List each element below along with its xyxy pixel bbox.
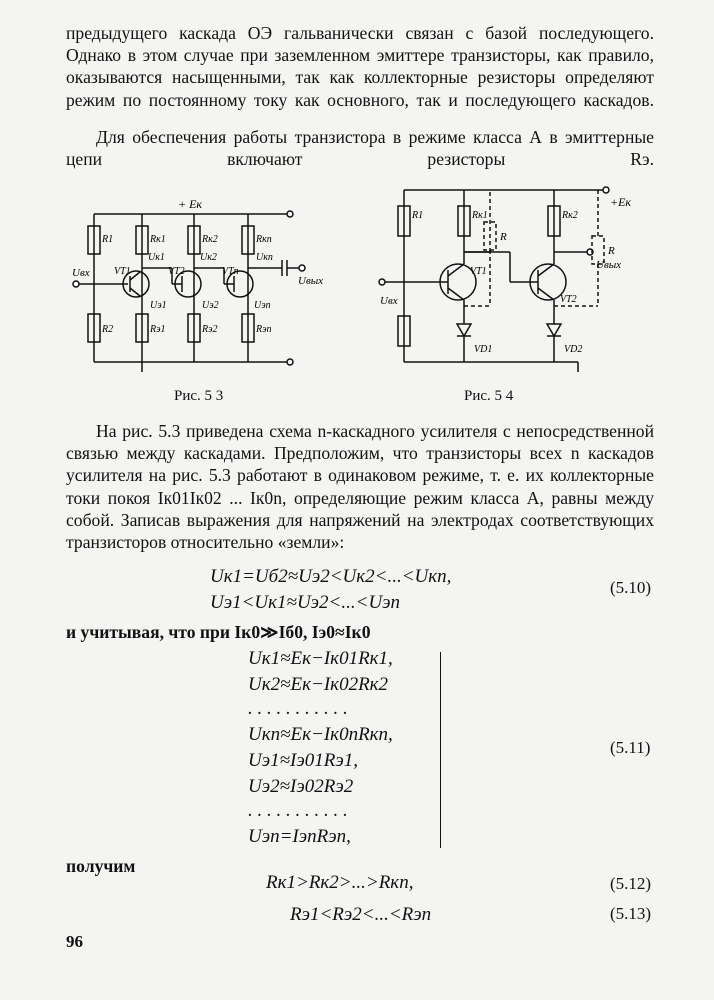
eq-5-11-line-4: Uэ1≈Iэ01Rэ1, (248, 750, 358, 771)
svg-text:VD1: VD1 (474, 344, 493, 355)
eq-5-11-line-2: Uк2≈Eк−Iк02Rк2 (248, 674, 389, 695)
svg-text:VT1: VT1 (114, 266, 131, 277)
eq-5-11-line-1: Uк1≈Eк−Iк01Rк1, (248, 648, 393, 669)
svg-text:Uвх: Uвх (72, 267, 90, 279)
eq-5-10-line-2: Uэ1<Uк1≈Uэ2<...<Uэn (210, 592, 401, 613)
paragraph-3: На рис. 5.3 приведена схема n-каскадного усилителя с непосредственной связью между каскадами. Предположим, что транзисторы всех n каскадов усилителя на рис. 5.3 работают в одинаковом режиме, т. е. их коллекторные токи покоя Iк01Iк02 ... Iк0n, определяющие режим класса А, равны между собой. Записав выражения для напряжений на электродах соответствующих транзисторов относительно «земли»: (66, 421, 654, 553)
svg-text:Rэ1: Rэ1 (150, 324, 166, 335)
svg-text:Uвых: Uвых (596, 259, 622, 271)
svg-text:Rк2: Rк2 (202, 234, 218, 245)
svg-text:Uкn: Uкn (256, 252, 273, 263)
svg-text:Uэn: Uэn (254, 300, 271, 311)
svg-text:+ Eк: + Eк (178, 197, 203, 211)
svg-text:VTn: VTn (222, 266, 239, 277)
eq-5-10-line-1: Uк1=Uб2≈Uэ2<Uк2<...<Uкn, (210, 566, 452, 587)
svg-text:VD2: VD2 (564, 344, 583, 355)
lead-text-5-12: получим (66, 856, 136, 876)
svg-text:R: R (500, 231, 507, 243)
svg-text:Rк2: Rк2 (562, 210, 578, 221)
svg-text:Rк1: Rк1 (472, 210, 488, 221)
eq-5-12-number: (5.12) (610, 874, 652, 893)
eq-5-12: Rк1>Rк2>...>Rкn, (266, 872, 414, 893)
svg-text:Rэn: Rэn (256, 324, 272, 335)
eq-5-11-bracket (436, 652, 441, 848)
svg-text:Uэ2: Uэ2 (202, 300, 219, 311)
eq-5-11-number: (5.11) (610, 738, 651, 757)
svg-text:Rэ2: Rэ2 (202, 324, 218, 335)
svg-text:R1: R1 (102, 234, 114, 245)
svg-text:Rк1: Rк1 (150, 234, 166, 245)
svg-text:Uэ1: Uэ1 (150, 300, 167, 311)
eq-5-11-line-6: Uэn=IэnRэn, (248, 826, 351, 847)
paragraph-1: предыдущего каскада ОЭ гальванически связан с базой последующего. Однако в этом случае при заземленном эмиттере транзисторы, как правило, оказываются насыщенными, так как коллекторные резисторы определяют режим по постоянному току как основного, так и последующего каскадов. (66, 23, 654, 110)
figure-5-3-caption: Рис. 5 3 (174, 388, 224, 404)
svg-text:Uк1: Uк1 (148, 252, 165, 263)
page-number: 96 (66, 932, 83, 951)
figure-5-3-labels (68, 196, 328, 376)
eq-5-11-line-3: Uкn≈Eк−Iк0nRкn, (248, 724, 393, 745)
paragraph-2: Для обеспечения работы транзистора в режиме класса А в эмиттерные цепи включают резисторы Rэ. (66, 127, 654, 170)
eq-5-10-number: (5.10) (610, 578, 652, 597)
lead-text-5-11: и учитывая, что при Iк0≫Iб0, Iэ0≈Iк0 (66, 622, 371, 642)
svg-text:+Eк: +Eк (610, 195, 632, 209)
eq-5-11-dots-2: . . . . . . . . . . . (248, 800, 348, 821)
svg-text:Rкn: Rкn (256, 234, 272, 245)
svg-text:VT2: VT2 (168, 266, 185, 277)
svg-text:VT2: VT2 (560, 294, 577, 305)
svg-text:VT1: VT1 (470, 266, 487, 277)
svg-text:Uвых: Uвых (298, 275, 324, 287)
figure-5-4-caption: Рис. 5 4 (464, 388, 514, 404)
eq-5-11-dots-1: . . . . . . . . . . . (248, 698, 348, 719)
svg-text:R2: R2 (102, 324, 114, 335)
eq-5-13-number: (5.13) (610, 904, 652, 923)
svg-text:R1: R1 (412, 210, 424, 221)
eq-5-11-line-5: Uэ2≈Iэ02Rэ2 (248, 776, 354, 797)
svg-text:Uвх: Uвх (380, 295, 398, 307)
figure-5-4-labels (378, 186, 648, 376)
svg-text:R: R (608, 245, 615, 257)
svg-text:Uк2: Uк2 (200, 252, 217, 263)
eq-5-13: Rэ1<Rэ2<...<Rэn (290, 904, 432, 925)
